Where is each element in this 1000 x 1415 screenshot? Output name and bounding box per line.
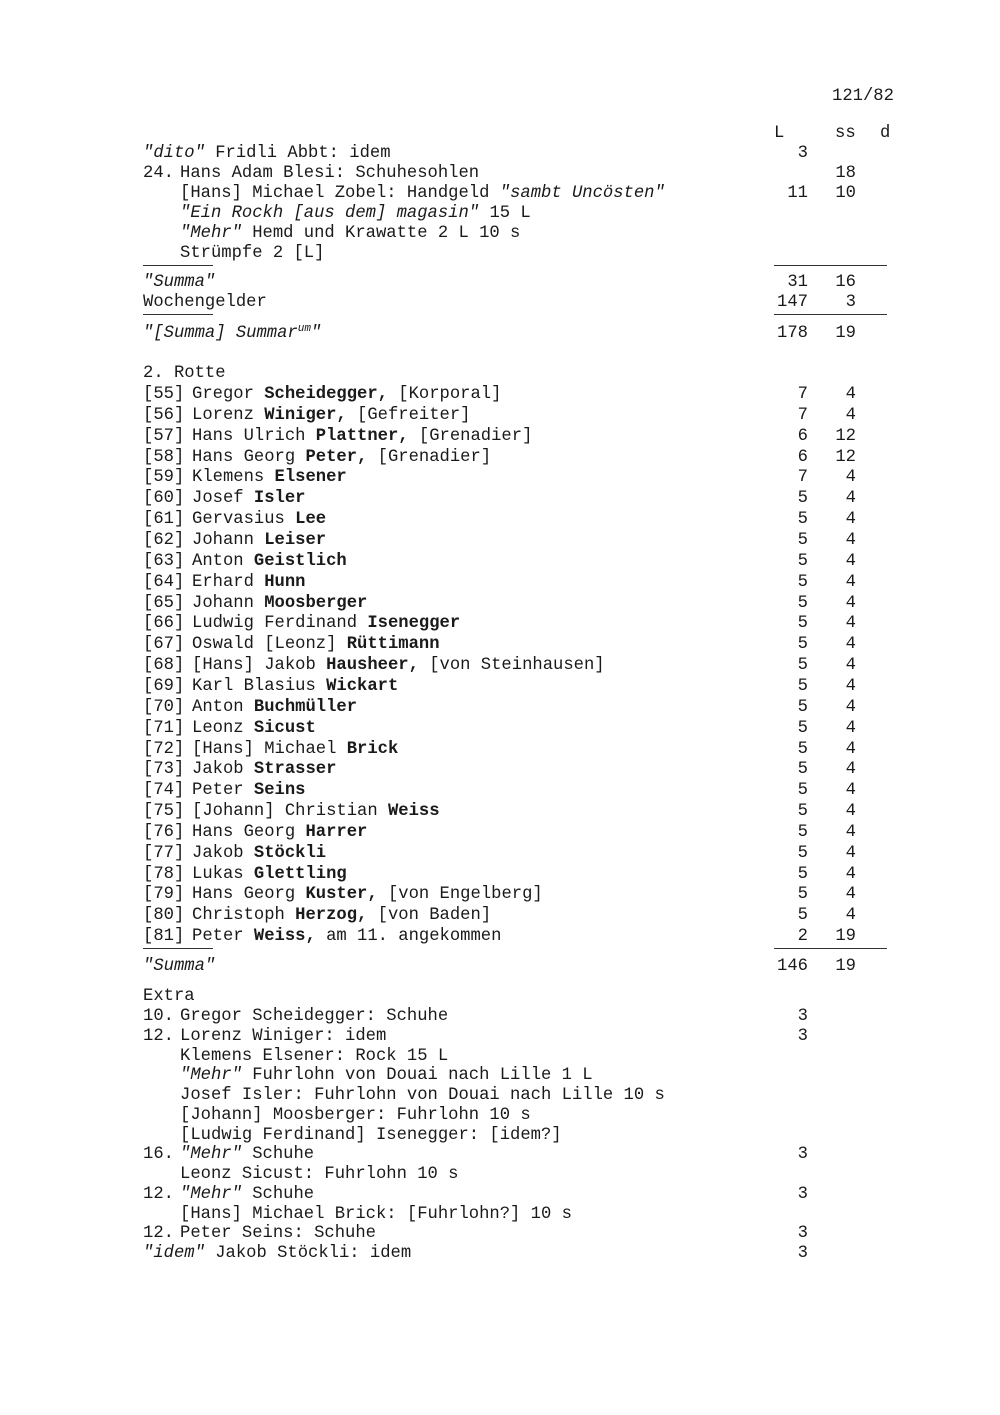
roster-row: [0, 843, 1000, 864]
amount-l: 5: [797, 697, 808, 717]
rotte-title-line: [0, 363, 1000, 384]
amount-ss: 4: [845, 676, 856, 696]
roster-name: Lukas Glettling: [192, 864, 347, 884]
amount-l: 178: [777, 324, 808, 343]
roster-number: [59]: [143, 468, 185, 488]
extra-text: Gregor Scheidegger: Schuhe: [180, 1007, 449, 1026]
amount-l: 5: [797, 635, 808, 655]
amount-ss: 4: [845, 843, 856, 863]
roster-number: [62]: [143, 531, 185, 550]
amount-ss: 12: [835, 426, 856, 446]
entry-line: [0, 163, 1000, 184]
amount-l: 11: [787, 184, 808, 203]
col-l-header: L: [774, 124, 785, 143]
amount-l: 5: [797, 802, 808, 821]
summarum-line: [0, 323, 1000, 344]
roster-number: [73]: [143, 760, 185, 780]
roster-name: Hans Georg Kuster, [von Engelberg]: [192, 885, 543, 905]
amount-l: 5: [797, 760, 808, 780]
roster-name: Ludwig Ferdinand Isenegger: [192, 614, 461, 634]
amount-ss: 4: [845, 802, 856, 821]
entry-text: Hans Adam Blesi: Schuhesohlen: [180, 164, 480, 183]
amount-l: 147: [777, 293, 808, 312]
extra-text: Josef Isler: Fuhrlohn von Douai nach Lille 10 s: [180, 1086, 665, 1105]
amount-l: 5: [797, 864, 808, 884]
roster-number: [58]: [143, 447, 185, 467]
entry-text: Fridli Abbt: idem: [204, 144, 391, 163]
amount-l: 5: [797, 676, 808, 696]
amount-l: 5: [797, 593, 808, 613]
amount-ss: 4: [845, 697, 856, 717]
entry-line: [0, 143, 1000, 164]
roster-name: Jakob Stöckli: [192, 843, 327, 863]
amount-l: 5: [797, 614, 808, 634]
extra-title-line: [0, 986, 1000, 1007]
roster-number: [60]: [143, 489, 185, 509]
roster-name: Josef Isler: [192, 489, 306, 509]
roster-name: Hans Georg Peter, [Grenadier]: [192, 447, 492, 467]
roster-name: Hans Ulrich Plattner, [Grenadier]: [192, 426, 533, 446]
left-rule: [143, 265, 213, 266]
amount-l: 3: [797, 144, 808, 163]
amount-l: 3: [797, 1224, 808, 1244]
amount-l: 5: [797, 551, 808, 571]
roster-number: [79]: [143, 885, 185, 905]
entry-line: [0, 1243, 1000, 1264]
roster-row: [0, 780, 1000, 801]
roster-number: [55]: [143, 385, 185, 404]
extra-text: "Mehr" Schuhe: [180, 1184, 315, 1204]
entry-text: Hemd und Krawatte 2 L 10 s: [241, 224, 521, 243]
extra-text: Klemens Elsener: Rock 15 L: [180, 1046, 449, 1066]
amount-ss: 4: [845, 864, 856, 884]
roster-row: [0, 634, 1000, 655]
roster-number: [74]: [143, 781, 185, 801]
roster-row: [0, 488, 1000, 509]
roster-name: Anton Buchmüller: [192, 697, 358, 717]
roster-name: Gervasius Lee: [192, 510, 327, 530]
extra-text: [Johann] Moosberger: Fuhrlohn 10 s: [180, 1105, 531, 1125]
amount-ss: 4: [845, 489, 856, 509]
extra-text: [Ludwig Ferdinand] Isenegger: [idem?]: [180, 1125, 562, 1145]
amount-ss: 4: [845, 656, 856, 675]
amount-l: 5: [797, 781, 808, 801]
amount-ss: 18: [835, 164, 856, 183]
col-ss-header: ss: [835, 124, 856, 143]
roster-name: Jakob Strasser: [192, 760, 337, 780]
roster-number: [72]: [143, 739, 185, 759]
roster-number: [67]: [143, 635, 185, 655]
amount-l: 5: [797, 822, 808, 842]
amount-ss: 4: [845, 760, 856, 780]
roster-number: [66]: [143, 614, 185, 634]
roster-row: [0, 593, 1000, 614]
entry-line: [0, 243, 1000, 264]
amount-l: 31: [787, 273, 808, 292]
roster-row: [0, 655, 1000, 676]
extra-text: Lorenz Winiger: idem: [180, 1026, 387, 1046]
amount-ss: 4: [845, 593, 856, 613]
amount-ss: 4: [845, 531, 856, 550]
amount-ss: 4: [845, 572, 856, 592]
amount-ss: 12: [835, 447, 856, 467]
roster-name: Hans Georg Harrer: [192, 822, 368, 842]
extra-row: [0, 1046, 1000, 1067]
extra-text: "Mehr" Schuhe: [180, 1145, 315, 1165]
amount-l: 3: [797, 1026, 808, 1046]
roster-row: [0, 676, 1000, 697]
amount-ss: 4: [845, 822, 856, 842]
extra-row: [0, 1144, 1000, 1165]
rotte-title: 2. Rotte: [143, 364, 226, 383]
amount-ss: 4: [845, 551, 856, 571]
roster-number: [77]: [143, 843, 185, 863]
amount-l: 5: [797, 489, 808, 509]
roster-name: Oswald [Leonz] Rüttimann: [192, 635, 440, 655]
amount-l: 5: [797, 843, 808, 863]
roster-row: [0, 551, 1000, 572]
amount-ss: 4: [845, 468, 856, 488]
amount-ss: 19: [835, 957, 856, 976]
extra-title: Extra: [143, 987, 195, 1006]
roster-row: [0, 530, 1000, 551]
amount-l: 5: [797, 718, 808, 738]
roster-number: [68]: [143, 656, 185, 675]
roster-row: [0, 447, 1000, 468]
page-number-line: [0, 86, 1000, 107]
roster-row: [0, 864, 1000, 885]
amount-l: 2: [797, 927, 808, 947]
amount-l: 7: [797, 468, 808, 488]
roster-row: [0, 739, 1000, 760]
roster-name: Christoph Herzog, [von Baden]: [192, 906, 492, 926]
entry-line: [0, 223, 1000, 244]
sum-rule: [774, 265, 887, 266]
roster-row: [0, 884, 1000, 905]
roster-number: [64]: [143, 572, 185, 592]
summarum-label: "[Summa] Summar$^{um}$": [143, 323, 322, 343]
amount-ss: 4: [845, 906, 856, 926]
roster-row: [0, 509, 1000, 530]
amount-l: 3: [797, 1007, 808, 1026]
roster-row: [0, 572, 1000, 593]
amount-ss: 19: [835, 927, 856, 947]
extra-row: [0, 1204, 1000, 1225]
roster-name: [Hans] Jakob Hausheer, [von Steinhausen]: [192, 656, 605, 675]
amount-ss: 4: [845, 385, 856, 404]
amount-l: 6: [797, 447, 808, 467]
roster-row: [0, 926, 1000, 947]
roster-number: [69]: [143, 676, 185, 696]
extra-text: "Mehr" Fuhrlohn von Douai nach Lille 1 L: [180, 1066, 593, 1086]
amount-l: 7: [797, 405, 808, 425]
extra-row: [0, 1026, 1000, 1047]
roster-number: [78]: [143, 864, 185, 884]
roster-number: [75]: [143, 802, 185, 821]
roster-name: Lorenz Winiger, [Gefreiter]: [192, 405, 471, 425]
left-rule: [143, 948, 213, 949]
extra-row: [0, 1065, 1000, 1086]
roster-number: [71]: [143, 718, 185, 738]
summa-line: [0, 272, 1000, 293]
roster-name: Peter Seins: [192, 781, 306, 801]
extra-row: [0, 1223, 1000, 1244]
roster-row: [0, 718, 1000, 739]
amount-ss: 4: [845, 885, 856, 905]
left-rule: [143, 314, 213, 315]
amount-ss: 16: [835, 273, 856, 292]
roster-name: [Hans] Michael Brick: [192, 739, 399, 759]
amount-l: 5: [797, 885, 808, 905]
entry-text: [Hans] Michael Zobel: Handgeld: [180, 184, 500, 203]
roster-number: [65]: [143, 593, 185, 613]
quoted-text: "idem": [143, 1244, 205, 1263]
roster-number: [61]: [143, 510, 185, 530]
quoted-text: "dito": [143, 144, 205, 163]
roster-number: [56]: [143, 405, 185, 425]
summa-line: [0, 956, 1000, 977]
roster-name: Leonz Sicust: [192, 718, 316, 738]
sum-rule: [774, 948, 887, 949]
roster-name: Gregor Scheidegger, [Korporal]: [192, 385, 502, 404]
extra-row: [0, 1125, 1000, 1146]
roster-name: Johann Leiser: [192, 531, 327, 550]
amount-l: 5: [797, 656, 808, 675]
entry-text: 15 L: [479, 204, 531, 223]
extra-text: Peter Seins: Schuhe: [180, 1224, 376, 1244]
roster-row: [0, 905, 1000, 926]
col-d-header: d: [880, 124, 891, 143]
roster-row: [0, 801, 1000, 822]
entry-text: Jakob Stöckli: idem: [204, 1244, 412, 1263]
amount-ss: 4: [845, 510, 856, 530]
page-number: 121/82: [832, 87, 894, 106]
sum-rule: [774, 314, 887, 315]
amount-l: 5: [797, 739, 808, 759]
roster-number: [57]: [143, 426, 185, 446]
roster-name: Anton Geistlich: [192, 551, 347, 571]
extra-row: [0, 1105, 1000, 1126]
summa-label: "Summa": [143, 957, 216, 976]
amount-l: 5: [797, 510, 808, 530]
amount-ss: 10: [835, 184, 856, 203]
amount-l: 3: [797, 1184, 808, 1204]
extra-row: [0, 1164, 1000, 1185]
amount-ss: 4: [845, 718, 856, 738]
entry-number: 24.: [143, 164, 174, 183]
amount-l: 7: [797, 385, 808, 404]
extra-text: [Hans] Michael Brick: [Fuhrlohn?] 10 s: [180, 1204, 572, 1224]
quoted-text: "Ein Rockh [aus dem] magasin": [180, 204, 480, 223]
amount-l: 3: [797, 1244, 808, 1263]
roster-name: Peter Weiss, am 11. angekommen: [192, 927, 502, 947]
extra-row: [0, 1085, 1000, 1106]
roster-row: [0, 822, 1000, 843]
roster-name: Karl Blasius Wickart: [192, 676, 399, 696]
roster-name: Johann Moosberger: [192, 593, 368, 613]
roster-number: [81]: [143, 927, 185, 947]
extra-number: 12.: [143, 1026, 174, 1046]
amount-l: 6: [797, 426, 808, 446]
amount-ss: 4: [845, 405, 856, 425]
summa-label: "Summa": [143, 273, 216, 292]
amount-l: 3: [797, 1145, 808, 1165]
entry-line: [0, 203, 1000, 224]
roster-row: [0, 384, 1000, 405]
roster-name: [Johann] Christian Weiss: [192, 802, 440, 821]
roster-row: [0, 759, 1000, 780]
amount-ss: 4: [845, 781, 856, 801]
amount-l: 5: [797, 906, 808, 926]
wochengelder-line: [0, 292, 1000, 313]
entry-line: [0, 183, 1000, 204]
amount-l: 146: [777, 957, 808, 976]
wochengelder-label: Wochengelder: [143, 293, 267, 312]
quoted-text: "sambt Uncösten": [499, 184, 665, 203]
roster-row: [0, 613, 1000, 634]
amount-ss: 4: [845, 739, 856, 759]
extra-number: 16.: [143, 1145, 174, 1165]
roster-name: Erhard Hunn: [192, 572, 306, 592]
extra-text: Leonz Sicust: Fuhrlohn 10 s: [180, 1165, 459, 1184]
quoted-text: "Mehr": [180, 224, 242, 243]
roster-number: [76]: [143, 822, 185, 842]
roster-row: [0, 467, 1000, 488]
amount-ss: 19: [835, 324, 856, 343]
roster-row: [0, 426, 1000, 447]
roster-name: Klemens Elsener: [192, 468, 347, 488]
entry-text: Strümpfe 2 [L]: [180, 244, 325, 263]
extra-row: [0, 1006, 1000, 1027]
amount-l: 5: [797, 572, 808, 592]
roster-number: [63]: [143, 551, 185, 571]
extra-row: [0, 1184, 1000, 1205]
amount-ss: 3: [845, 293, 856, 312]
roster-number: [70]: [143, 697, 185, 717]
extra-number: 10.: [143, 1007, 174, 1026]
extra-number: 12.: [143, 1184, 174, 1204]
column-header: [0, 123, 1000, 144]
extra-number: 12.: [143, 1224, 174, 1244]
roster-row: [0, 405, 1000, 426]
roster-row: [0, 697, 1000, 718]
roster-number: [80]: [143, 906, 185, 926]
amount-ss: 4: [845, 635, 856, 655]
amount-ss: 4: [845, 614, 856, 634]
amount-l: 5: [797, 531, 808, 550]
